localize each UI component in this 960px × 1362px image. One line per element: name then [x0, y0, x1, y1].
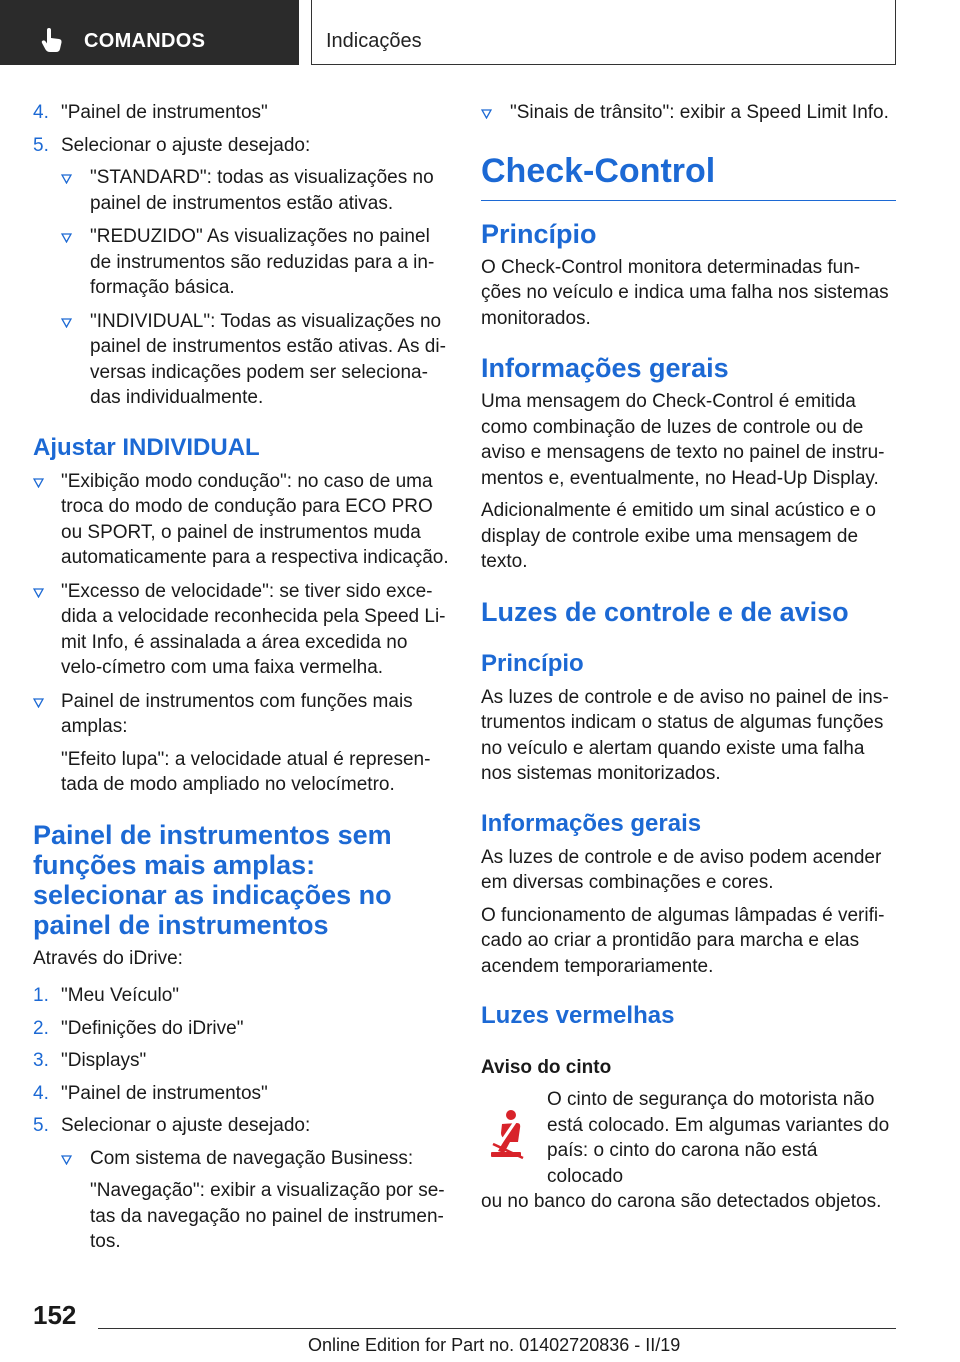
list-item: Painel de instrumentos com funções mais amplas: "Efeito lupa": a velocidade atual é represen-tada de modo ampliado no velocímetro. — [33, 689, 450, 798]
triangle-bullet-icon — [61, 318, 72, 328]
step-item: 1. "Meu Veículo" — [33, 985, 180, 1006]
paragraph: O funcionamento de algumas lâmpadas é verifi-cado ao criar a prontidão para marcha e elas acendem temporariamente. — [481, 904, 885, 977]
list-item-detail: "Efeito lupa": a velocidade atual é represen-tada de modo ampliado no velocímetro. — [61, 748, 431, 795]
paragraph-line: está colocado. Em algumas variantes do — [547, 1114, 890, 1136]
triangle-bullet-icon — [481, 109, 492, 119]
paragraph: O Check-Control monitora determinadas fun-ções no veículo e indica uma falha nos sistemas monitorados. — [481, 256, 889, 329]
step-item: 4. "Painel de instrumentos" — [33, 1082, 268, 1104]
footer-divider — [98, 1328, 896, 1329]
heading-luzes-principio: Princípio — [481, 649, 584, 677]
seatbelt-warning-icon — [488, 1109, 528, 1161]
triangle-bullet-icon — [61, 174, 72, 184]
heading-principio: Princípio — [481, 218, 597, 249]
option-item: "INDIVIDUAL": Todas as visualizações no painel de instrumentos estão ativas. As di-versas indicações podem ser seleciona-das individualmente. — [61, 309, 450, 411]
paragraph: As luzes de controle e de aviso no painel de ins-trumentos indicam o status de algumas funções no veículo e alertam quando existe uma falha nos sistemas monitorizados. — [481, 686, 889, 784]
seatbelt-warning-block — [481, 1087, 896, 1215]
paragraph: Uma mensagem do Check-Control é emitida como combinação de luzes de controle ou de aviso e mensagens de texto no painel de instru-mentos e, eventualmente, no Head-Up Display. — [481, 391, 885, 489]
heading-luzes-informacoes-gerais: Informações gerais — [481, 809, 702, 837]
triangle-bullet-icon — [61, 233, 72, 243]
step-item: 2. "Definições do iDrive" — [33, 1017, 244, 1039]
option-item: "STANDARD": todas as visualizações no painel de instrumentos estão ativas. — [61, 165, 450, 216]
option-item: "Sinais de trânsito": exibir a Speed Limit Info. — [481, 100, 896, 126]
left-column — [33, 100, 450, 1263]
triangle-bullet-icon — [33, 698, 44, 708]
list-item: "Exibição modo condução": no caso de uma troca do modo de condução para ECO PRO ou SPORT, o painel de instrumentos muda automaticamente para a respectiva indicação. — [33, 469, 450, 571]
option-item-detail: "Navegação": exibir a visualização por se-tas da navegação no painel de instrumen-tos. — [90, 1180, 445, 1252]
heading-luzes-controle-aviso: Luzes de controle e de aviso — [481, 596, 849, 627]
paragraph-line: ou no banco do carona são detectados objetos. — [481, 1191, 882, 1212]
heading-painel-sem-funcoes: Painel de instrumentos sem funções mais amplas: selecionar as indicações no painel de instrumentos — [33, 819, 392, 940]
heading-ajustar-individual: Ajustar INDIVIDUAL — [33, 433, 260, 461]
list-item: "Excesso de velocidade": se tiver sido exce-dida a velocidade reconhecida pela Speed Li-mit Info, é assinalada a área excedida no velo-címetro com uma faixa vermelha. — [33, 579, 450, 681]
page-section-title: Indicações — [326, 30, 422, 52]
heading-informacoes-gerais: Informações gerais — [481, 353, 729, 383]
intro-text: Através do iDrive: — [33, 947, 183, 969]
hand-icon — [40, 27, 64, 53]
step-item: 5. Selecionar o ajuste desejado: — [33, 134, 311, 156]
page-number: 152 — [33, 1300, 77, 1330]
option-item: Com sistema de navegação Business: "Navegação": exibir a visualização por se-tas da navegação no painel de instrumen-tos. — [61, 1146, 450, 1255]
paragraph: As luzes de controle e de aviso podem acender em diversas combinações e cores. — [481, 846, 882, 893]
triangle-bullet-icon — [33, 588, 44, 598]
footer-edition: Online Edition for Part no. 01402720836 - II/19 — [308, 1335, 681, 1355]
paragraph: Adicionalmente é emitido um sinal acústico e o display de controle exibe uma mensagem de texto. — [481, 500, 876, 572]
heading-check-control: Check-Control — [481, 152, 896, 201]
step-item: 5. Selecionar o ajuste desejado: — [33, 1115, 311, 1136]
triangle-bullet-icon — [33, 478, 44, 488]
triangle-bullet-icon — [61, 1155, 72, 1165]
paragraph-line: O cinto de segurança do motorista não — [547, 1089, 875, 1110]
heading-aviso-cinto: Aviso do cinto — [481, 1057, 612, 1078]
step-item: 4. "Painel de instrumentos" — [33, 102, 268, 123]
option-item: "REDUZIDO" As visualizações no painel de instrumentos são reduzidas para a in-formação básica. — [61, 224, 450, 301]
step-item: 3. "Displays" — [33, 1050, 147, 1071]
heading-luzes-vermelhas: Luzes vermelhas — [481, 1002, 675, 1029]
paragraph-line: país: o cinto do carona não está colocado — [547, 1140, 818, 1187]
section-label: COMANDOS — [84, 30, 206, 52]
right-column — [481, 100, 896, 1215]
